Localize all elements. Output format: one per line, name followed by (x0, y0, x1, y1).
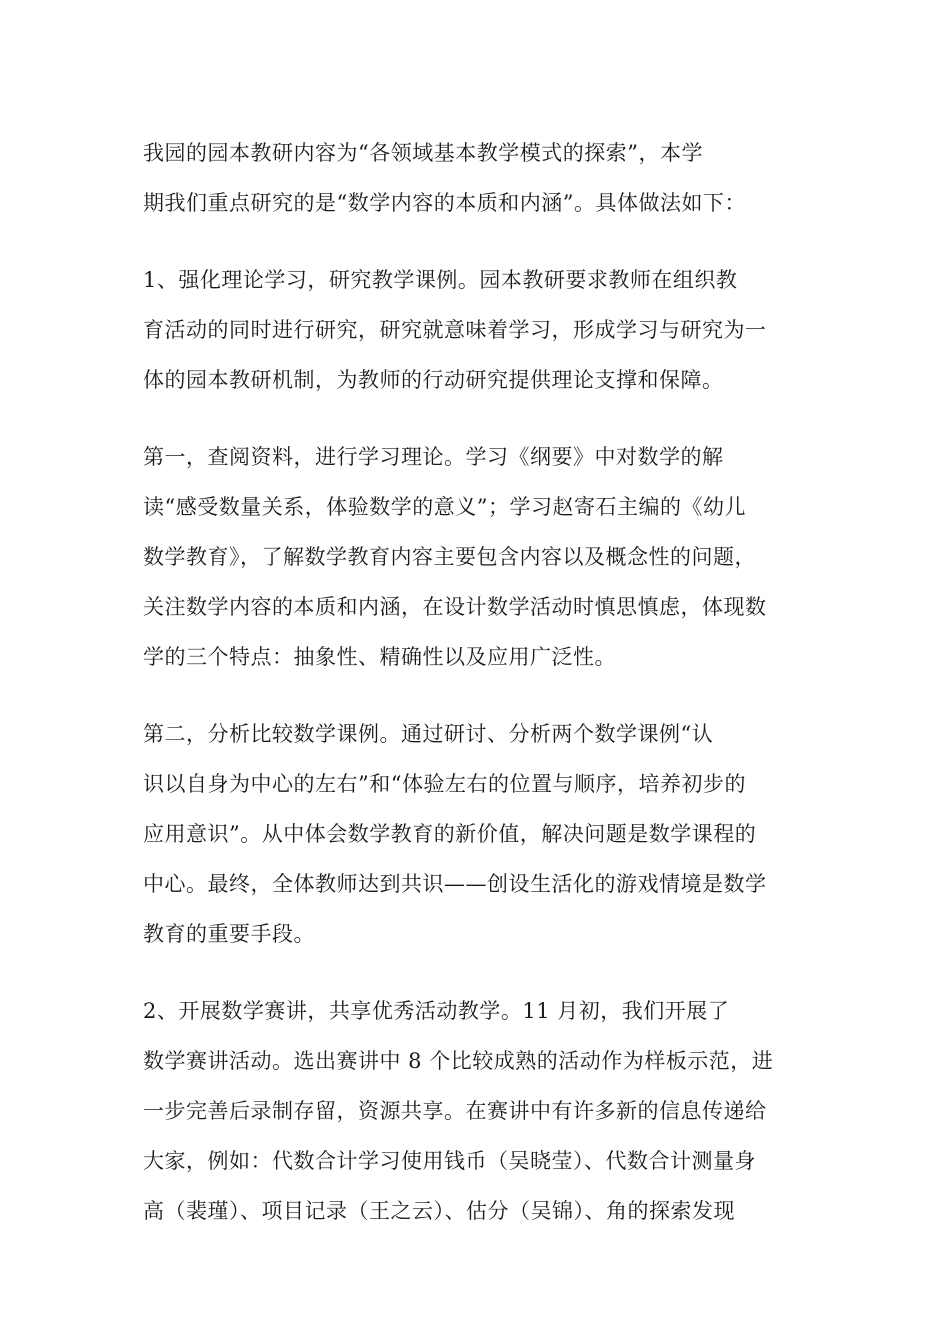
paragraph-theory-study (143, 255, 813, 405)
paragraph-math-contest (143, 986, 813, 1236)
paragraph-second-point (143, 709, 813, 959)
text-line: 我园的园本教研内容为“各领域基本教学模式的探索”，本学 (143, 141, 703, 165)
text-line: 数学赛讲活动。选出赛讲中 8 个比较成熟的活动作为样板示范，进 (143, 1049, 774, 1073)
text-line: 2、开展数学赛讲，共享优秀活动教学。11 月初，我们开展了 (143, 999, 730, 1023)
text-line: 中心。最终，全体教师达到共识——创设生活化的游戏情境是数学 (143, 872, 767, 896)
text-line: 大家，例如：代数合计学习使用钱币（吴晓莹）、代数合计测量身 (143, 1149, 756, 1173)
text-line: 应用意识”。从中体会数学教育的新价值，解决问题是数学课程的 (143, 822, 757, 846)
text-line: 1、强化理论学习，研究教学课例。园本教研要求教师在组织教 (143, 268, 738, 292)
text-line: 第一，查阅资料，进行学习理论。学习《纲要》中对数学的解 (143, 445, 724, 469)
text-line: 数学教育》，了解数学教育内容主要包含内容以及概念性的问题， (143, 545, 756, 569)
text-line: 第二，分析比较数学课例。通过研讨、分析两个数学课例“认 (143, 722, 714, 746)
paragraph-first-point (143, 432, 813, 682)
text-line: 期我们重点研究的是“数学内容的本质和内涵”。具体做法如下： (143, 191, 746, 215)
text-line: 育活动的同时进行研究，研究就意味着学习，形成学习与研究为一 (143, 318, 767, 342)
text-line: 读“感受数量关系，体验数学的意义”；学习赵寄石主编的《幼儿 (143, 495, 746, 519)
text-line: 学的三个特点：抽象性、精确性以及应用广泛性。 (143, 645, 616, 669)
text-line: 识以自身为中心的左右”和“体验左右的位置与顺序，培养初步的 (143, 772, 746, 796)
paragraph-intro (143, 128, 813, 228)
text-line: 一步完善后录制存留，资源共享。在赛讲中有许多新的信息传递给 (143, 1099, 767, 1123)
text-line: 教育的重要手段。 (143, 922, 315, 946)
document-body (143, 128, 813, 1263)
text-line: 体的园本教研机制，为教师的行动研究提供理论支撑和保障。 (143, 368, 724, 392)
text-line: 高（裴瑾）、项目记录（王之云）、估分（吴锦）、角的探索发现 (143, 1199, 735, 1223)
text-line: 关注数学内容的本质和内涵，在设计数学活动时慎思慎虑，体现数 (143, 595, 767, 619)
